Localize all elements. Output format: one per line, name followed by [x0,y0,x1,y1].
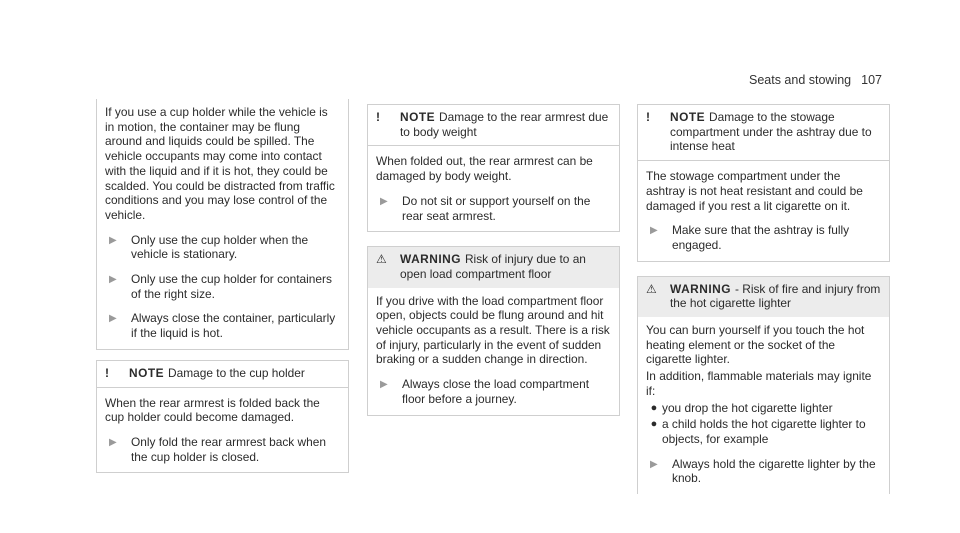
bullet-text: you drop the hot cigarette lighter [662,400,833,415]
cup-holder-warning-box [96,99,349,350]
play-arrow-icon: ▶ [109,274,117,286]
warning-title: - Risk of fire and injury from the hot cigarette lighter [670,281,881,311]
cigarette-lighter-warning-box [637,276,890,494]
list-item [376,377,611,406]
load-floor-warning-box [367,246,620,415]
bullet-text: Make sure that the ashtray is fully engaged. [672,223,850,252]
armrest-note-box [367,104,620,232]
list-item [646,223,881,252]
warning-label: WARNING [670,281,731,296]
play-arrow-icon: ▶ [109,313,117,325]
note-header [368,105,619,146]
bullet-text: Only use the cup holder for containers of the right size. [131,272,332,301]
note-paragraph: When the rear armrest is folded back the cup holder could become damaged. [105,395,320,425]
warning-header [368,247,619,287]
note-label: NOTE [129,365,165,380]
bullet-text: Only fold the rear armrest back when the cup holder is closed. [131,434,326,464]
play-arrow-icon: ▶ [109,436,117,448]
cup-holder-note-box [96,360,349,474]
list-item [646,417,881,446]
list-item [376,194,611,223]
play-arrow-icon: ▶ [380,195,388,207]
warning-triangle-icon: ⚠ [376,252,387,267]
column-1 [96,99,349,483]
list-item [105,272,340,301]
list-item [105,233,340,262]
list-item [105,311,340,340]
bullet-dot-icon: ● [650,401,658,414]
bullet-text: Always hold the cigarette lighter by the knob. [672,456,876,486]
list-item [646,401,881,416]
warning-header [638,277,889,317]
bullet-text: Always close the container, particularly if the liquid is hot. [131,311,336,341]
exclamation-icon: ! [646,110,650,124]
bullet-text: Only use the cup holder when the vehicle is stationary. [131,232,309,262]
warning-paragraph: In addition, flammable materials may ignite if: [646,369,872,398]
warning-paragraph: If you drive with the load compartment floor open, objects could be flung around and hit vehicle occupants as a result. There is a risk of injury, particularly in the event of sudden braking or a sudden change in direction. [376,293,610,367]
play-arrow-icon: ▶ [109,234,117,246]
warning-title: Risk of injury due to an open load compartment floor [400,252,586,281]
note-title: Damage to the stowage compartment under the ashtray due to intense heat [670,110,872,154]
bullet-text: a child holds the hot cigarette lighter to objects, for example [662,417,866,446]
warning-triangle-icon: ⚠ [646,281,657,296]
section-title: Seats and stowing [748,73,852,87]
column-3 [637,104,890,504]
bullet-dot-icon: ● [650,418,658,431]
page-header [749,73,882,87]
exclamation-icon: ! [376,110,380,124]
note-title: Damage to the cup holder [168,365,305,380]
play-arrow-icon: ▶ [380,379,388,391]
play-arrow-icon: ▶ [650,225,658,237]
note-title: Damage to the rear armrest due to body weight [400,110,609,139]
note-paragraph: When folded out, the rear armrest can be damaged by body weight. [376,154,593,184]
warning-label: WARNING [400,252,461,267]
exclamation-icon: ! [105,365,109,380]
ashtray-note-box [637,104,890,262]
bullet-text: Do not sit or support yourself on the rear seat armrest. [402,193,591,223]
page-number: 107 [861,73,882,87]
note-header [638,105,889,161]
bullet-text: Always close the load compartment floor before a journey. [402,377,590,406]
note-header [97,361,348,388]
note-paragraph: The stowage compartment under the ashtray is not heat resistant and could be damaged if you rest a lit cigarette on it. [646,169,863,213]
column-2 [367,104,620,426]
list-item [646,457,881,486]
note-label: NOTE [670,110,706,124]
note-label: NOTE [400,110,436,124]
warning-paragraph: You can burn yourself if you touch the hot heating element or the socket of the cigarette lighter. [646,323,865,367]
list-item [105,435,340,464]
play-arrow-icon: ▶ [650,458,658,470]
warning-paragraph: If you use a cup holder while the vehicle is in motion, the container may be flung around and liquids could be spilled. The vehicle occupants may come into contact with the liquid and if it is hot, they could be scalded. You could be distracted from traffic conditions and you may lose control of the vehicle. [105,105,335,222]
